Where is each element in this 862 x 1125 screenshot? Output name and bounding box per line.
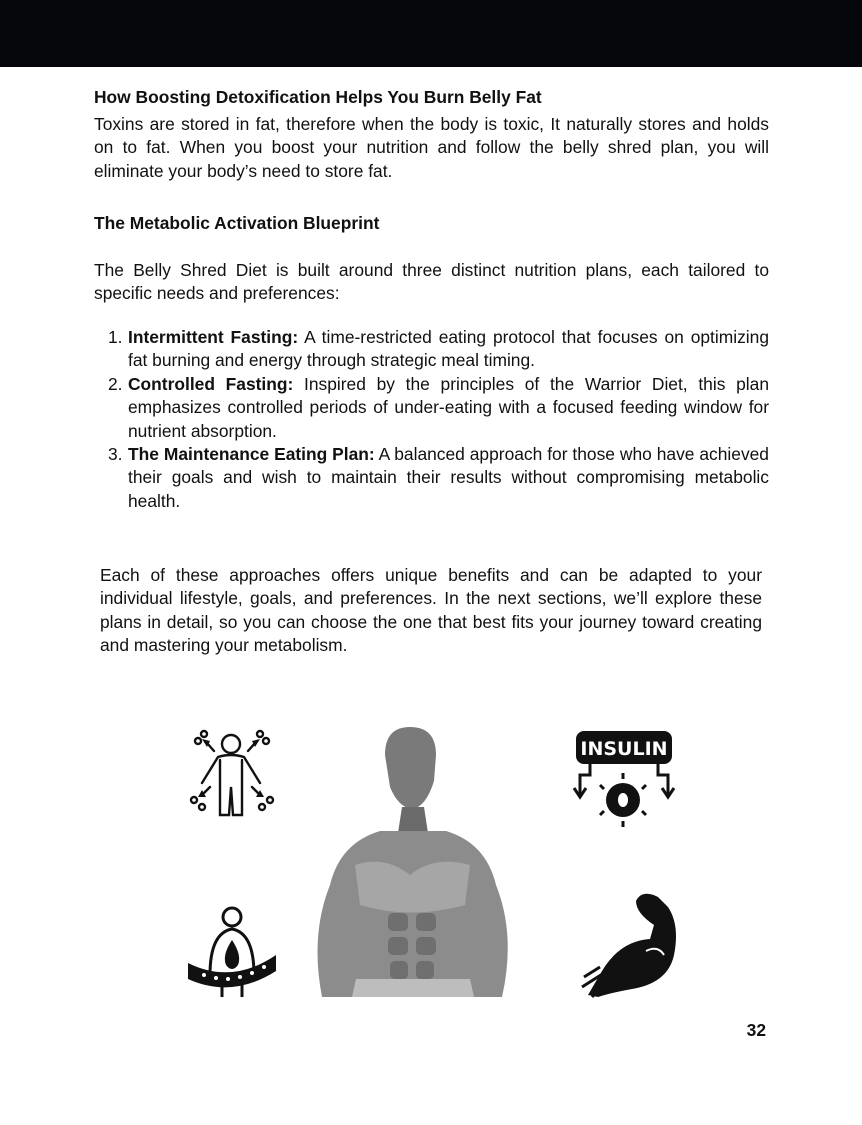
plan-description: A balanced approach for those who have achieved their goals and wish to maintain their results without compromising metabolic health. [128,444,769,511]
plan-description: Inspired by the principles of the Warrior Diet, this plan emphasizes controlled periods of under-eating with a focused feeding window for nutrient absorption. [128,373,770,441]
list-number: 3. [108,444,123,465]
plan-label: The Maintenance Eating Plan: [128,444,375,465]
plan-label: Intermittent Fasting: [128,327,299,347]
belly-fat-burn-icon [188,908,276,997]
detox-body-icon [191,731,273,815]
nutrition-plan-list [94,326,769,513]
list-number: 1. [108,327,123,347]
list-item-maintenance-plan [94,443,769,513]
blueprint-intro-paragraph: The Belly Shred Diet is built around three distinct nutrition plans, each tailored to specific needs and preferences: [94,260,769,304]
muscular-man-photo [318,727,508,997]
section-heading-blueprint: The Metabolic Activation Blueprint [94,213,380,233]
section-heading-detox: How Boosting Detoxification Helps You Burn Belly Fat [94,87,542,107]
list-number: 2. [108,373,123,394]
detox-paragraph: Toxins are stored in fat, therefore when the body is toxic, It naturally stores and holds on to fat. When you boost your nutrition and follow the belly shred plan, you will eliminate your body’s need to store fat. [94,114,769,181]
top-header-bar [0,0,862,67]
fitness-illustration [180,715,690,1000]
closing-paragraph: Each of these approaches offers unique benefits and can be adapted to your individual lifestyle, goals, and preferences. In the next sections, we’ll explore these plans in detail, so you can choose the one that best fits your journey toward creating and mastering your metabolism. [100,565,762,656]
insulin-label: INSULIN [580,738,668,760]
insulin-icon [574,731,674,827]
plan-description: A time-restricted eating protocol that focuses on optimizing fat burning and energy through strategic meal timing. [128,327,769,371]
page-number: 32 [746,1020,766,1040]
list-item-intermittent-fasting [94,326,769,373]
plan-label: Controlled Fasting: [128,373,294,394]
flexed-bicep-icon [582,894,676,997]
list-item-controlled-fasting [94,373,769,443]
